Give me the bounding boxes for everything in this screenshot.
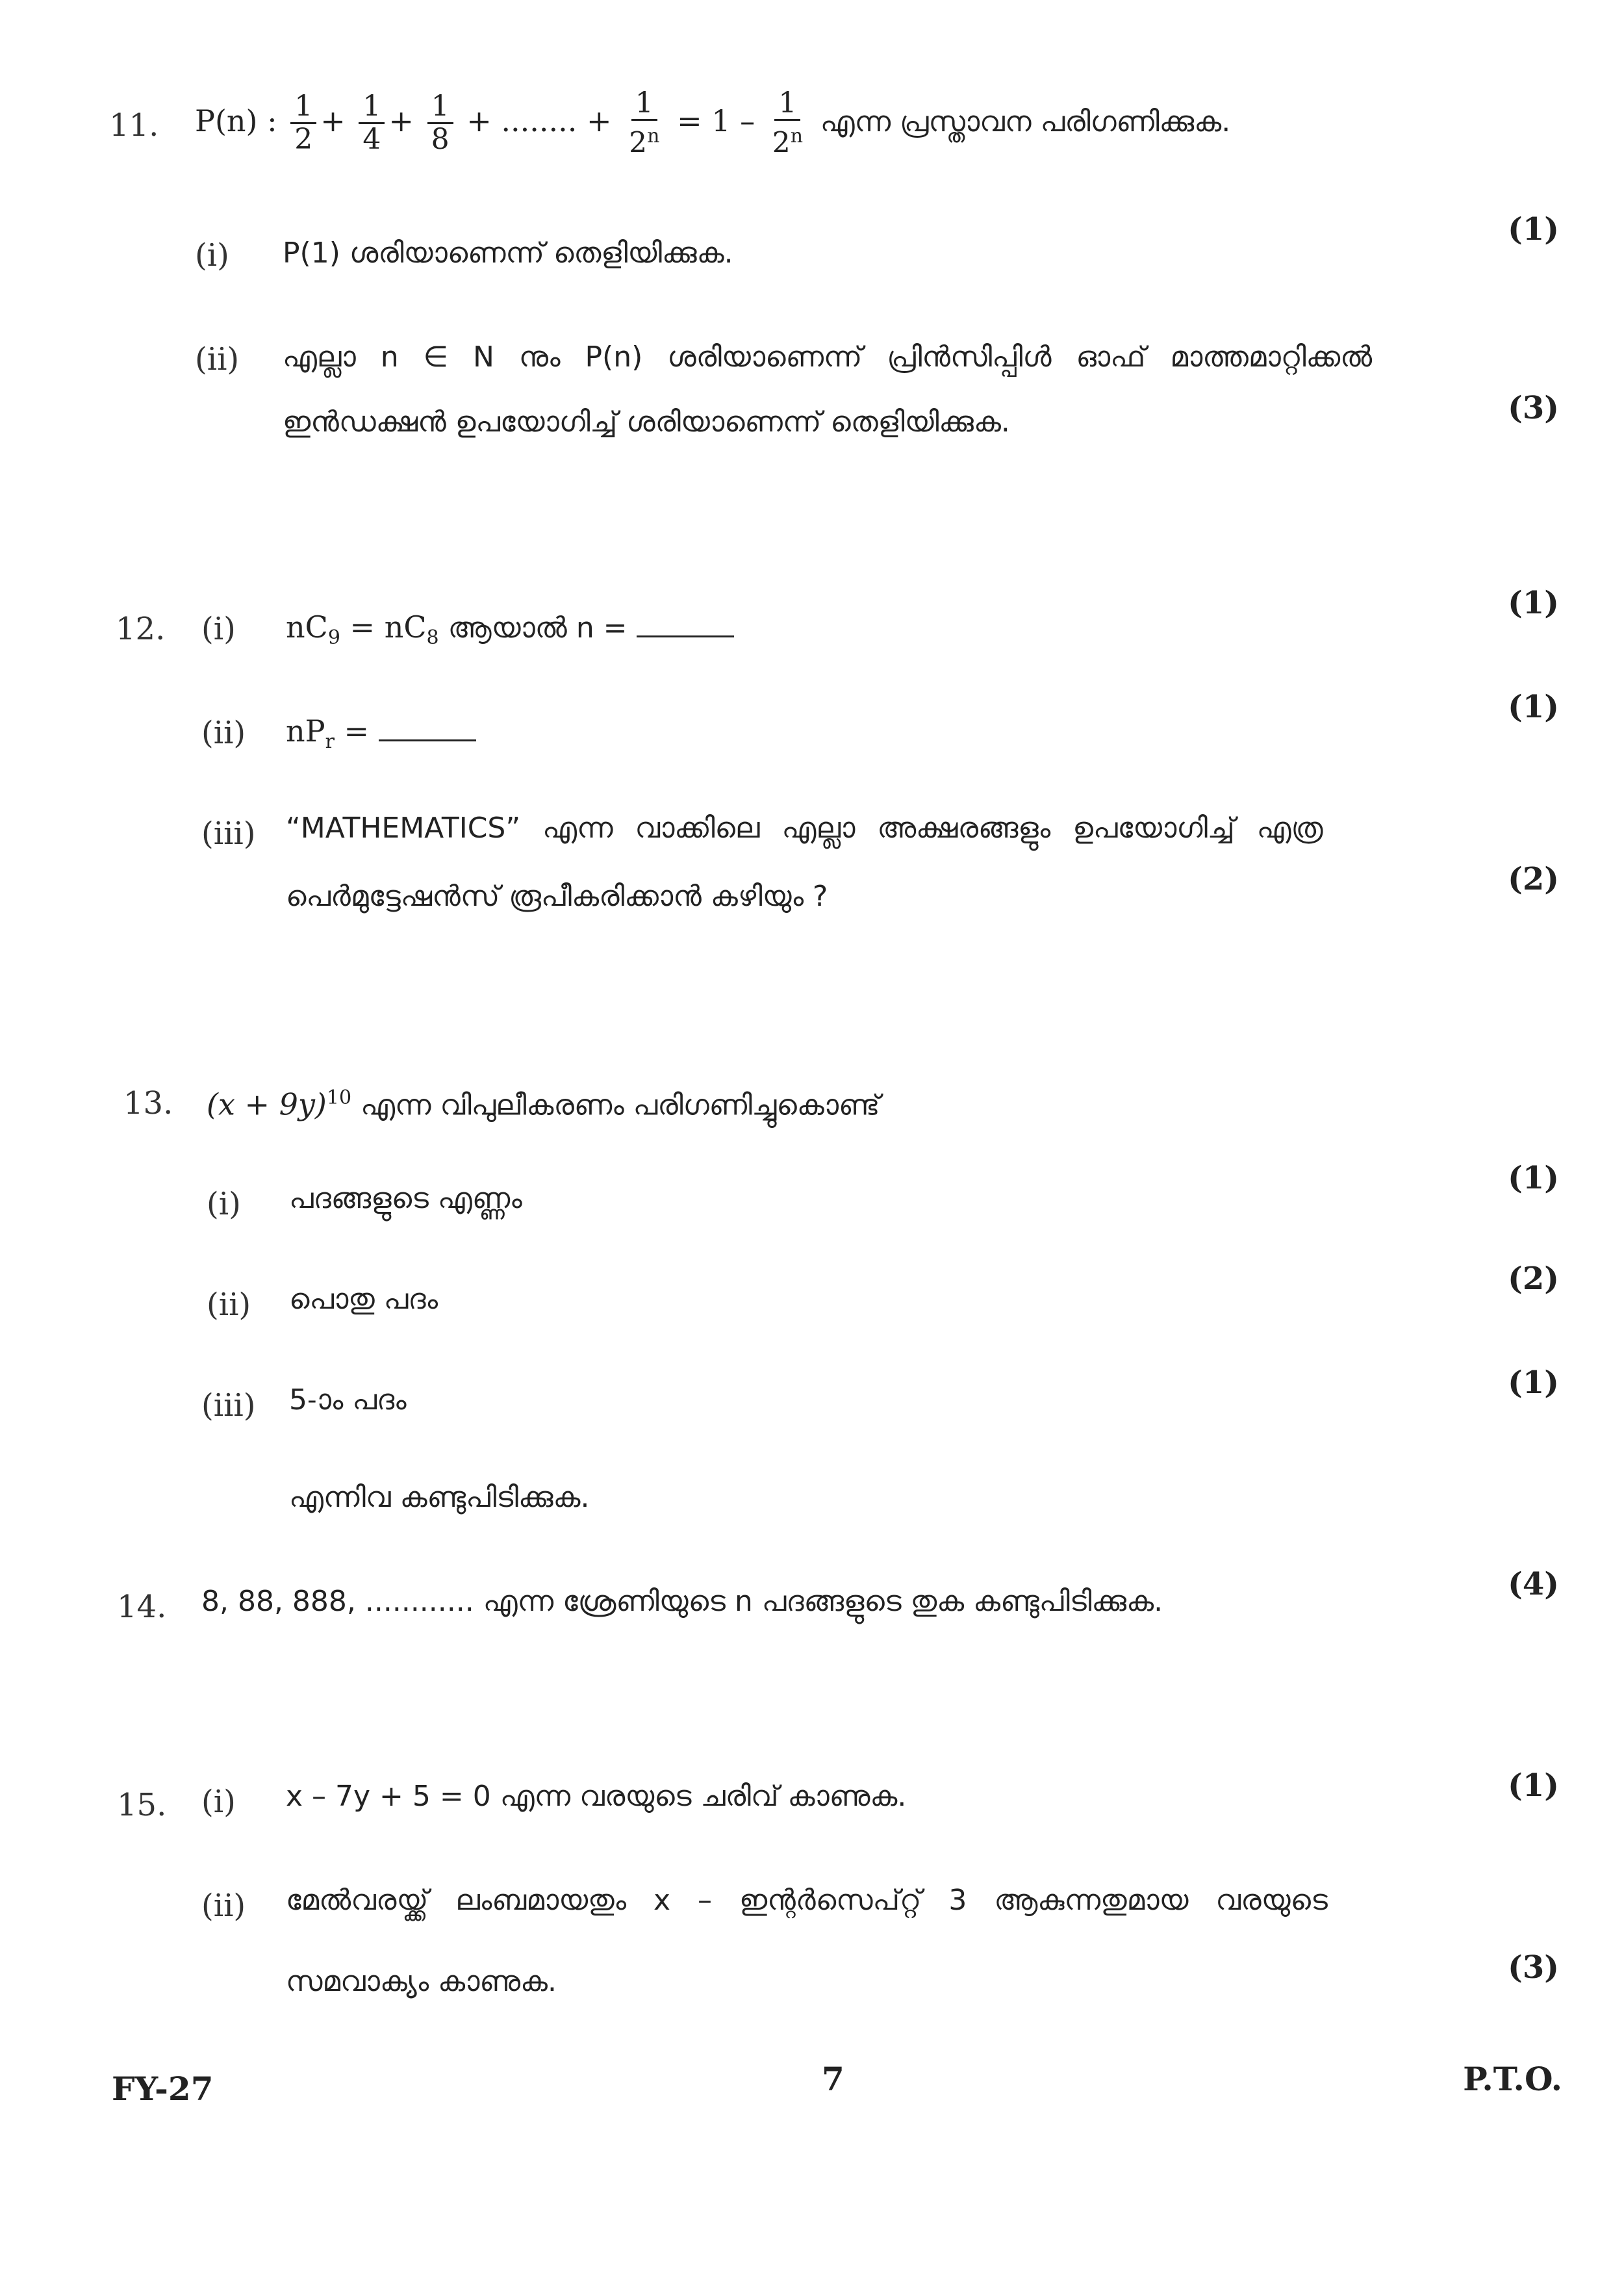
q11-i-label: (i) — [195, 237, 229, 274]
q12-iii-label: (iii) — [201, 815, 256, 852]
q11-statement-prefix: P(n) : — [195, 103, 277, 138]
q13-i-text: പദങ്ങളുടെ എണ്ണം — [289, 1182, 522, 1215]
fraction-1-4: $\frac{1}{4}$ — [359, 91, 385, 155]
q13-stem: $(x + 9y)^{10}$ എന്ന വിപുലീകരണം പരിഗണിച്ചുകൊണ്ട് — [207, 1086, 880, 1122]
q15-ii-line2: സമവാക്യം കാണുക. — [286, 1965, 557, 1998]
question-number-14: 14. — [117, 1589, 167, 1625]
q13-iii-text: 5-ാം പദം — [289, 1383, 407, 1417]
q13-closing: എന്നിവ കണ്ടുപിടിക്കുക. — [289, 1481, 590, 1514]
q11-ii-line1: എല്ലാ n ∈ N നും P(n) ശരിയാണെന്ന് പ്രിൻസിപ്പിൾ ഓഫ് മാത്തമാറ്റിക്കൽ — [283, 340, 1373, 374]
q15-ii-mark: (3) — [1508, 1949, 1559, 1986]
q15-i-label: (i) — [201, 1784, 236, 1820]
q13-iii-mark: (1) — [1508, 1365, 1559, 1401]
q13-i-mark: (1) — [1508, 1160, 1559, 1196]
q15-ii-line1: മേൽവരയ്ക്ക് ലംബമായതും x – ഇന്റർസെപ്റ്റ് 3 ആകുന്നതുമായ വരയുടെ — [286, 1884, 1328, 1917]
q15-ii-label: (ii) — [201, 1888, 246, 1924]
answer-blank — [379, 726, 476, 741]
fraction-1-8: $\frac{1}{8}$ — [427, 91, 453, 155]
q12-i-text: $nC_9 = nC_8$ ആയാൽ n = — [286, 608, 734, 658]
q13-iii-label: (iii) — [201, 1387, 256, 1424]
q12-i-mark: (1) — [1508, 585, 1559, 621]
q12-ii-mark: (1) — [1508, 689, 1559, 725]
q11-statement: P(n) : $\frac{1}{2}$ + $\frac{1}{4}$ + $\frac{1}{8}$ + ........ + $\frac{1}{2^n}$ = 1 – $\frac{1}{2^n}$ എന്ന പ്രസ്താവന പരിഗണിക്കുക. — [195, 86, 1231, 160]
q15-i-text: x – 7y + 5 = 0 എന്ന വരയുടെ ചരിവ് കാണുക. — [286, 1780, 907, 1813]
q11-ii-line2: ഇൻഡക്ഷൻ ഉപയോഗിച്ച് ശരിയാണെന്ന് തെളിയിക്കുക. — [283, 405, 1010, 439]
fraction-1-2: $\frac{1}{2}$ — [290, 91, 316, 155]
q13-ii-mark: (2) — [1508, 1261, 1559, 1297]
q12-iii-line2: പെർമുട്ടേഷൻസ് രൂപീകരിക്കാൻ കഴിയും ? — [286, 880, 828, 913]
q12-i-label: (i) — [201, 611, 236, 647]
q13-ii-text: പൊതു പദം — [289, 1283, 438, 1316]
q13-i-label: (i) — [207, 1186, 241, 1222]
fraction-1-2n: $\frac{1}{2^n}$ — [629, 86, 660, 160]
q12-ii-label: (ii) — [201, 715, 246, 751]
q14-mark: (4) — [1508, 1566, 1559, 1602]
answer-blank — [637, 622, 734, 637]
q12-iii-line1: “MATHEMATICS” എന്ന വാക്കിലെ എല്ലാ അക്ഷരങ്ങളും ഉപയോഗിച്ച് എത്ര — [286, 812, 1323, 845]
q14-text: 8, 88, 888, ............ എന്ന ശ്രേണിയുടെ n പദങ്ങളുടെ തുക കണ്ടുപിടിക്കുക. — [201, 1585, 1163, 1618]
paper-code: FY-27 — [112, 2070, 214, 2108]
q11-ii-mark: (3) — [1508, 390, 1559, 426]
page-number: 7 — [822, 2060, 844, 2098]
question-number-13: 13. — [123, 1085, 173, 1122]
question-number-15: 15. — [117, 1787, 167, 1823]
question-number-12: 12. — [116, 611, 166, 647]
q15-i-mark: (1) — [1508, 1767, 1559, 1804]
q11-i-text: P(1) ശരിയാണെന്ന് തെളിയിക്കുക. — [283, 237, 733, 270]
equals-one-minus: = 1 – — [677, 103, 755, 138]
q11-i-mark: (1) — [1508, 211, 1559, 248]
question-number-11: 11. — [109, 107, 159, 144]
q12-iii-mark: (2) — [1508, 861, 1559, 897]
q12-ii-text: $nP_r$ = — [286, 711, 476, 762]
q11-statement-suffix: എന്ന പ്രസ്താവന പരിഗണിക്കുക. — [820, 105, 1231, 138]
fraction-1-2n-b: $\frac{1}{2^n}$ — [772, 86, 804, 160]
please-turn-over: P.T.O. — [1463, 2060, 1562, 2098]
q11-ii-label: (ii) — [195, 341, 240, 378]
q13-ii-label: (ii) — [207, 1287, 251, 1323]
ellipsis: + ........ + — [466, 103, 612, 138]
